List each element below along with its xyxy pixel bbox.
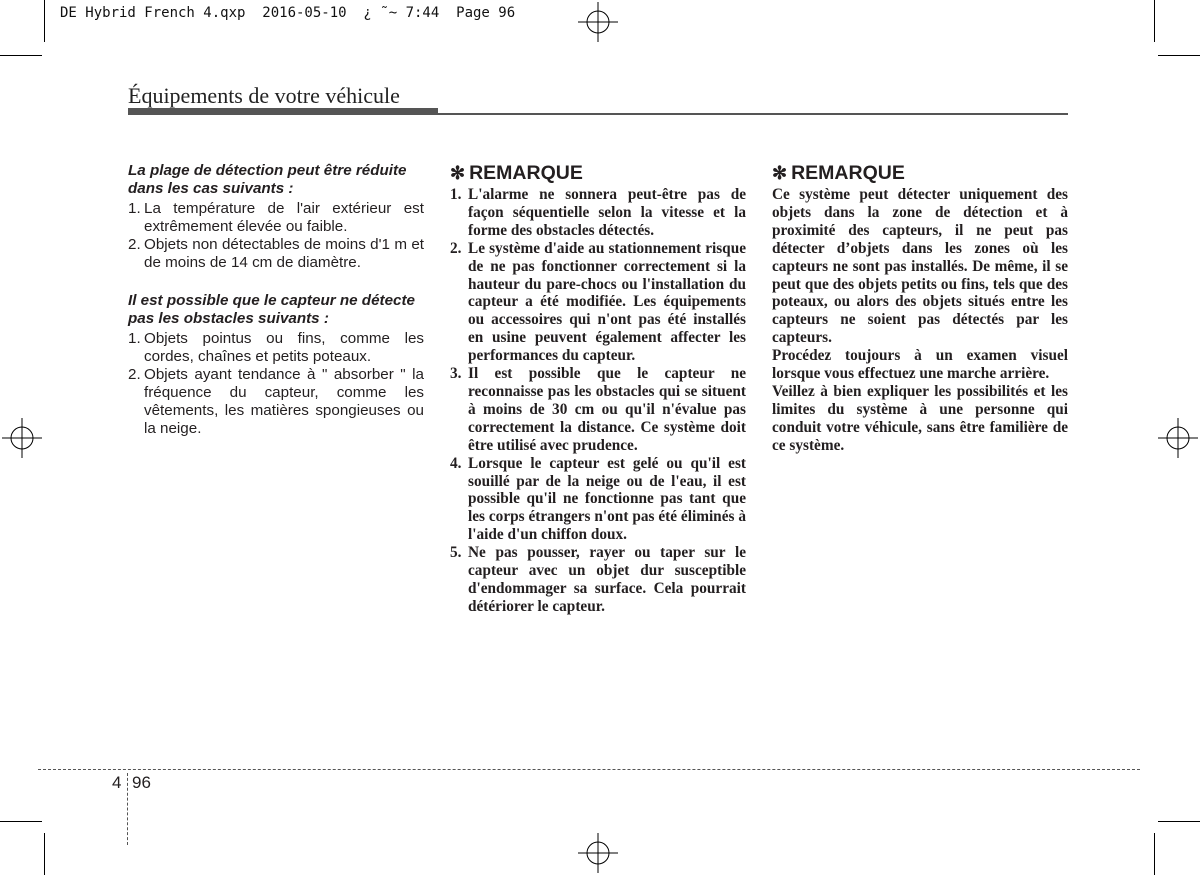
- item-text: La température de l'air extérieur est extrêmement élevée ou faible.: [144, 200, 424, 235]
- section-title: Équipements de votre véhicule: [128, 83, 400, 108]
- list-item: [128, 200, 424, 236]
- item-text: L'alarme ne sonnera peut-être pas de façon séquentielle selon la vitesse et la forme des obstacles détectés.: [468, 186, 746, 239]
- remarque-column-2: [772, 162, 1068, 455]
- footer-divider: [127, 773, 128, 845]
- list-item: [450, 365, 746, 455]
- item-number: 2.: [450, 239, 462, 257]
- footer-rule: [38, 769, 1140, 770]
- crop-mark: [1158, 821, 1200, 822]
- detection-limits-column: [128, 162, 424, 438]
- note-heading: [450, 162, 746, 184]
- list-item: [450, 186, 746, 240]
- remarque-body: [772, 186, 1068, 455]
- item-text: Objets non détectables de moins d'1 m et de moins de 14 cm de diamètre.: [144, 236, 424, 271]
- list-item: [128, 366, 424, 438]
- item-text: Ne pas pousser, rayer ou taper sur le capteur avec un objet dur susceptible d'endommager sa surface. Cela pourrait détériorer le capteur.: [468, 544, 746, 615]
- item-text: Le système d'aide au stationnement risque de ne pas fonctionner correctement si la hauteur du pare-chocs ou l'installation du capteur a été modifiée. Les équipements ou accessoires qui n'ont pas été installés en usine peuvent également affecter les performances du capteur.: [468, 239, 746, 365]
- item-text: Objets pointus ou fins, comme les cordes, chaînes et petits poteaux.: [144, 330, 424, 365]
- crop-mark: [1154, 833, 1155, 875]
- note-star-icon: ✻: [772, 163, 788, 183]
- list-item: [450, 240, 746, 365]
- crop-mark: [1154, 0, 1155, 42]
- paragraph: Ce système peut détecter uniquement des objets dans la zone de détection et à proximité des capteurs, il ne peut pas détecter d’objets dans les zones où les capteurs ne sont pas installés. De même, il se peut que des objets petits ou fins, tels que des poteaux, ou alors des objets situés entre les capteurs ne soient pas détectés par les capteurs.: [772, 186, 1068, 347]
- item-text: Objets ayant tendance à " absorber " la fréquence du capteur, comme les vêtements, les matières spongieuses ou la neige.: [144, 366, 424, 437]
- subhead-undetected-obstacles: Il est possible que le capteur ne détecte pas les obstacles suivants :: [128, 292, 415, 327]
- note-title: REMARQUE: [469, 162, 583, 184]
- registration-target-icon: [578, 2, 618, 42]
- item-number: 1.: [128, 330, 141, 347]
- chapter-number: 4: [112, 773, 122, 792]
- detection-range-list: [128, 200, 424, 272]
- paragraph: Veillez à bien expliquer les possibilités et les limites du système à une personne qui conduit votre véhicule, sans être familière de ce système.: [772, 382, 1068, 454]
- item-number: 4.: [450, 454, 462, 472]
- registration-target-icon: [2, 418, 42, 458]
- crop-mark: [0, 821, 42, 822]
- item-number: 5.: [450, 544, 462, 562]
- crop-mark: [1158, 55, 1200, 56]
- item-number: 1.: [128, 200, 141, 217]
- item-text: Lorsque le capteur est gelé ou qu'il est souillé par de la neige ou de l'eau, il est possible qu'il ne fonctionne pas tant que les corps étrangers n'ont pas été éliminés à l'aide d'un chiffon doux.: [468, 454, 746, 544]
- crop-mark: [44, 0, 45, 42]
- print-slug: DE Hybrid French 4.qxp 2016-05-10 ¿ ˜~ 7:44 Page 96: [60, 5, 516, 21]
- note-title: REMARQUE: [791, 162, 905, 184]
- remarque-column-1: [450, 162, 746, 616]
- registration-target-icon: [1158, 418, 1198, 458]
- paragraph: Procédez toujours à un examen visuel lorsque vous effectuez une marche arrière.: [772, 347, 1068, 383]
- note-star-icon: ✻: [450, 163, 466, 183]
- item-number: 3.: [450, 365, 462, 383]
- item-number: 1.: [450, 186, 462, 203]
- item-text: Il est possible que le capteur ne reconnaisse pas les obstacles qui se situent à moins de 30 cm ou qu'il n'évalue pas correctement la distance. Ce système doit être utilisé avec prudence.: [468, 365, 746, 454]
- undetected-obstacles-list: [128, 330, 424, 438]
- list-item: [128, 236, 424, 272]
- crop-mark: [0, 55, 42, 56]
- list-item: [450, 544, 746, 616]
- crop-mark: [44, 833, 45, 875]
- note-heading: [772, 162, 1068, 184]
- registration-target-icon: [578, 833, 618, 873]
- item-number: 2.: [128, 366, 141, 383]
- item-number: 2.: [128, 236, 141, 253]
- remarque-list: [450, 186, 746, 616]
- list-item: [450, 455, 746, 545]
- page-number: 96: [132, 773, 151, 792]
- list-item: [128, 330, 424, 366]
- title-rule-dark: [128, 108, 438, 115]
- subhead-detection-range: La plage de détection peut être réduite dans les cas suivants :: [128, 162, 407, 197]
- title-rule-thin: [438, 113, 1068, 115]
